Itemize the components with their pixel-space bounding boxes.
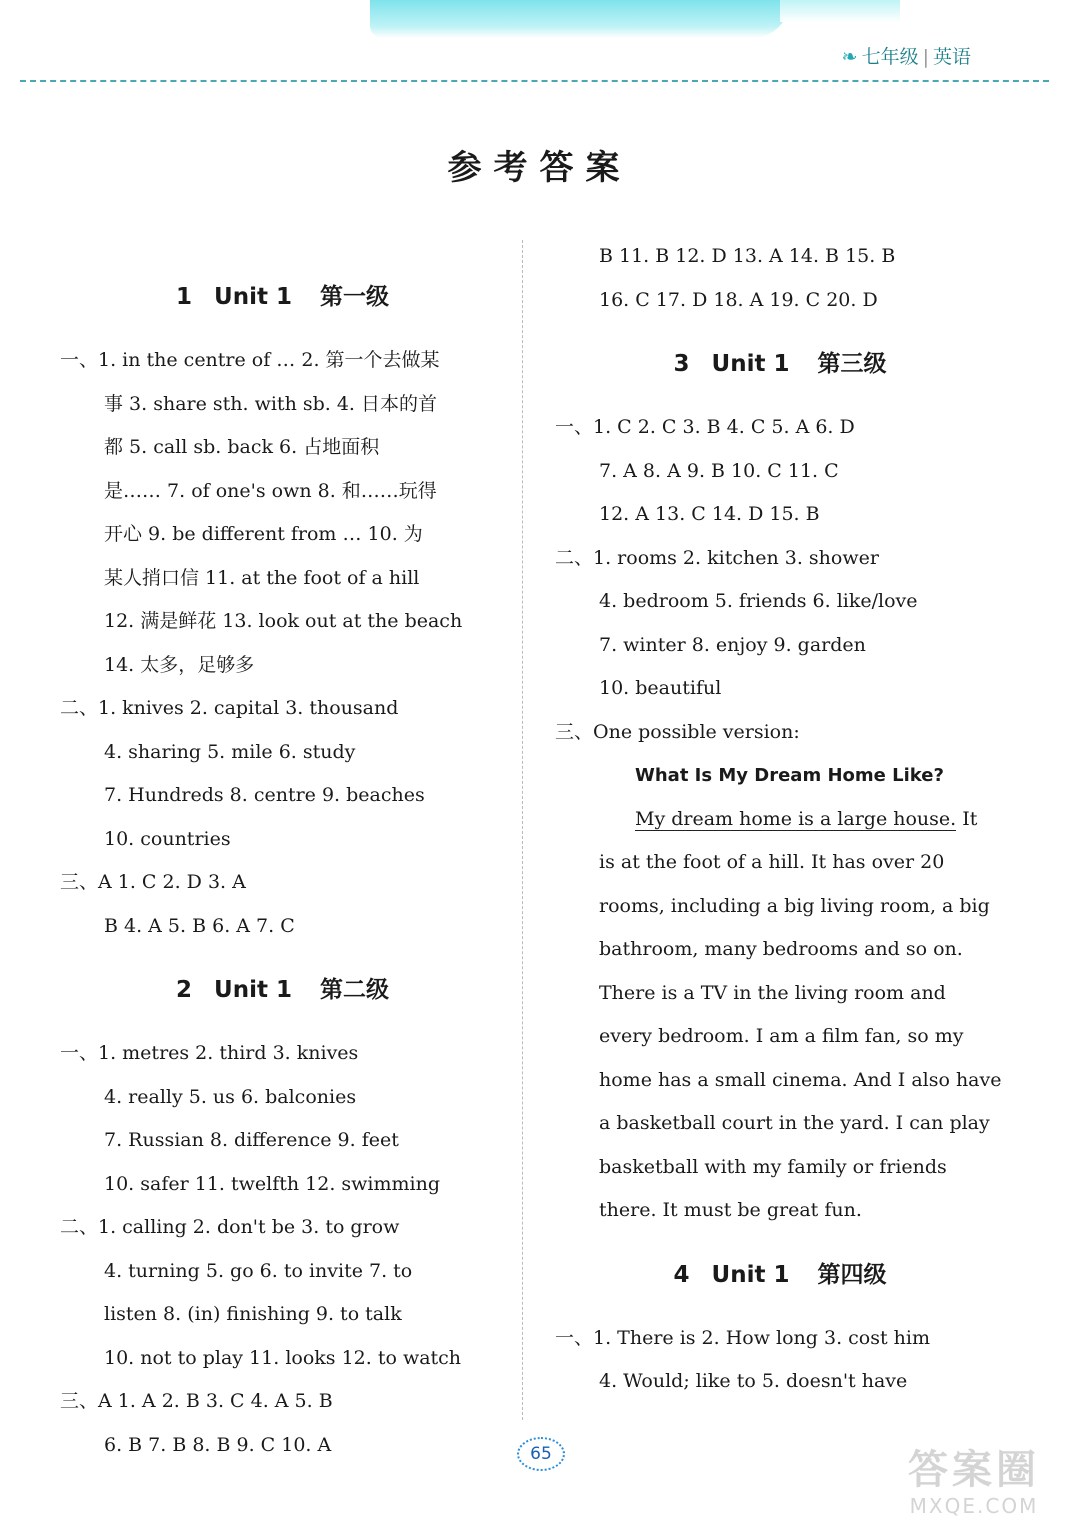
section-heading-3: [555, 322, 1005, 406]
section-level: 第四级: [817, 1261, 887, 1288]
answer-line: 12. A 13. C 14. D 15. B: [599, 503, 820, 525]
answer-line: 10. beautiful: [599, 677, 722, 699]
header-separator: |: [922, 46, 929, 68]
answer-line: 二、1. calling 2. don't be 3. to grow: [60, 1216, 400, 1238]
essay-underlined-sentence: My dream home is a large house.: [635, 807, 957, 830]
essay-line: basketball with my family or friends: [599, 1155, 947, 1178]
answer-line: listen 8. (in) finishing 9. to talk: [104, 1303, 402, 1325]
leaf-icon: ❧: [841, 46, 858, 68]
answer-line: 某人捎口信 11. at the foot of a hill: [104, 566, 420, 589]
answer-line: 一、1. C 2. C 3. B 4. C 5. A 6. D: [555, 416, 855, 438]
answer-line: 12. 满是鲜花 13. look out at the beach: [104, 610, 463, 632]
essay-line-rest: It: [956, 807, 978, 830]
answer-line: 是…… 7. of one's own 8. 和……玩得: [104, 479, 437, 502]
answer-line: 7. A 8. A 9. B 10. C 11. C: [599, 459, 839, 482]
section-heading-4: [555, 1233, 1005, 1317]
answer-line: 一、1. metres 2. third 3. knives: [60, 1042, 359, 1064]
answer-line: 一、1. in the centre of … 2. 第一个去做某: [60, 349, 440, 371]
header-decoration-tail: [780, 0, 900, 22]
header-decoration: [370, 0, 790, 38]
answer-line: 三、One possible version:: [555, 720, 800, 743]
section-unit: Unit 1: [711, 351, 790, 377]
essay-line: every bedroom. I am a film fan, so my: [599, 1025, 964, 1047]
section-level: 第二级: [319, 977, 389, 1003]
answer-line: 事 3. share sth. with sb. 4. 日本的首: [104, 392, 438, 415]
section-number: 4: [673, 1261, 690, 1288]
page-number: 65: [517, 1437, 565, 1471]
essay-line: bathroom, many bedrooms and so on.: [599, 938, 963, 960]
essay-line: rooms, including a big living room, a big: [599, 894, 990, 917]
section-number: 1: [176, 284, 193, 310]
watermark-url: MXQE.COM: [909, 1494, 1039, 1518]
essay-line: is at the foot of a hill. It has over 20: [599, 851, 945, 873]
answer-line: 4. turning 5. go 6. to invite 7. to: [104, 1259, 413, 1282]
essay-title: What Is My Dream Home Like?: [635, 765, 944, 786]
answer-line: 4. sharing 5. mile 6. study: [104, 740, 356, 763]
essay-line: a basketball court in the yard. I can play: [599, 1112, 990, 1134]
section-unit: Unit 1: [214, 284, 292, 310]
left-column: [60, 255, 505, 1467]
answer-line: 4. Would; like to 5. doesn't have: [599, 1370, 908, 1392]
header-label: [842, 42, 971, 69]
essay-line: [555, 798, 1005, 842]
answer-line: 一、1. There is 2. How long 3. cost him: [555, 1326, 930, 1349]
answer-line: 三、A 1. A 2. B 3. C 4. A 5. B: [60, 1390, 333, 1412]
essay-line: home has a small cinema. And I also have: [599, 1068, 1002, 1091]
section-heading-1: [60, 255, 505, 339]
answer-line: 三、A 1. C 2. D 3. A: [60, 871, 246, 893]
essay-line: There is a TV in the living room and: [599, 981, 946, 1004]
header-grade: 七年级: [861, 46, 919, 68]
column-divider: [522, 240, 523, 1420]
section-heading-2: [60, 948, 505, 1032]
section-number: 3: [673, 351, 690, 377]
answer-line: 10. safer 11. twelfth 12. swimming: [104, 1172, 441, 1195]
answer-line: 10. countries: [104, 827, 231, 850]
section-unit: Unit 1: [711, 1261, 790, 1288]
answer-line: 二、1. rooms 2. kitchen 3. shower: [555, 546, 879, 569]
answer-line: 都 5. call sb. back 6. 占地面积: [104, 436, 380, 458]
page-title: 参考答案: [447, 148, 632, 188]
answer-line: 7. Hundreds 8. centre 9. beaches: [104, 784, 425, 806]
answer-line: 14. 太多，足够多: [104, 653, 255, 676]
header-divider: [20, 80, 1049, 82]
answer-line: 4. really 5. us 6. balconies: [104, 1085, 357, 1108]
answer-line: 6. B 7. B 8. B 9. C 10. A: [104, 1433, 332, 1456]
answer-line: 16. C 17. D 18. A 19. C 20. D: [599, 288, 878, 311]
section-level: 第三级: [817, 351, 887, 377]
answer-line: 7. Russian 8. difference 9. feet: [104, 1129, 399, 1151]
essay-line: there. It must be great fun.: [599, 1199, 862, 1221]
section-level: 第一级: [319, 284, 389, 310]
answer-line: B 4. A 5. B 6. A 7. C: [104, 914, 295, 937]
answer-line: 开心 9. be different from … 10. 为: [104, 523, 423, 545]
watermark-logo-text: 答案圈: [908, 1447, 1040, 1493]
answer-line: 10. not to play 11. looks 12. to watch: [104, 1346, 462, 1369]
answer-line: B 11. B 12. D 13. A 14. B 15. B: [599, 245, 896, 267]
header-subject: 英语: [932, 46, 971, 68]
section-number: 2: [176, 977, 193, 1003]
watermark: [889, 1446, 1059, 1526]
answer-line: 4. bedroom 5. friends 6. like/love: [599, 590, 918, 612]
right-column: [555, 235, 1005, 1404]
answer-line: 7. winter 8. enjoy 9. garden: [599, 633, 866, 656]
section-unit: Unit 1: [214, 977, 292, 1003]
answer-line: 二、1. knives 2. capital 3. thousand: [60, 697, 399, 719]
